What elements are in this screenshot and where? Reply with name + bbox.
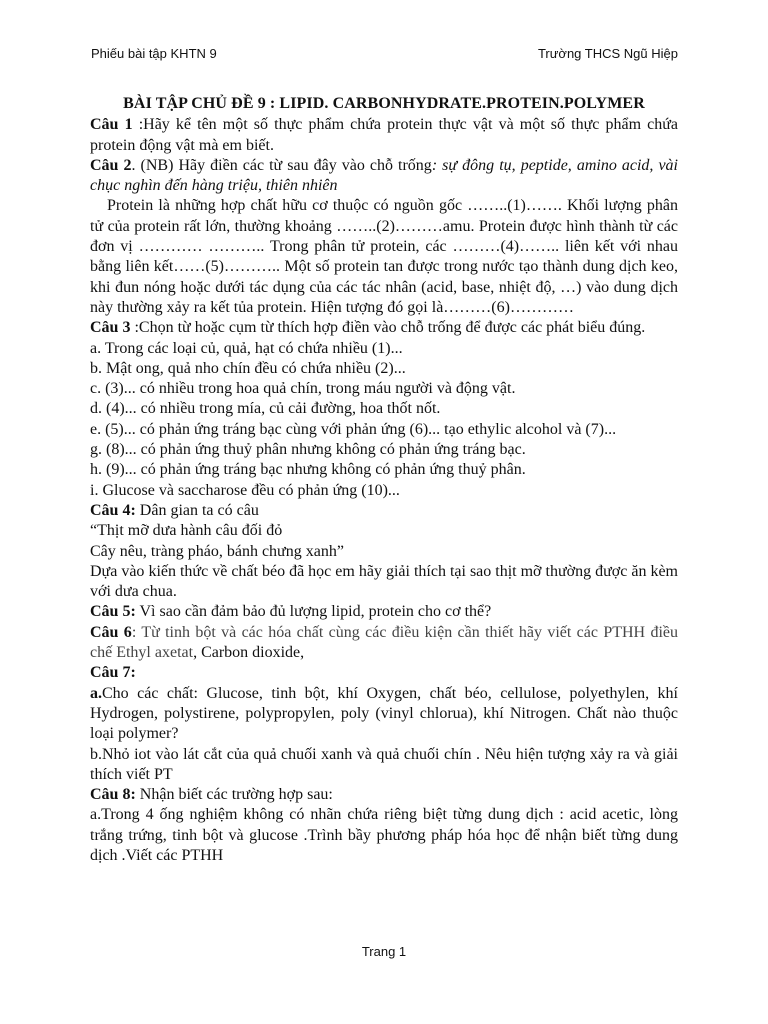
question-7-label: Câu 7: (90, 664, 136, 682)
question-8-a: a.Trong 4 ống nghiệm không có nhãn chứa riêng biệt từng dung dịch : acid acetic, lòng trắng trứng, tinh bột và glucose .Trình bầy phương pháp hóa học để nhận biết từng dung dịch .Viết các PTHH (90, 806, 678, 864)
question-7-a-text: Cho các chất: Glucose, tinh bột, khí Oxygen, chất béo, cellulose, polyethylen, khí Hydrogen, polystirene, polypropylen, poly (vinyl chlorua), khí Nitrogen. Chất nào thuộc loại polymer? (90, 684, 678, 743)
page-footer: Trang 1 (361, 944, 407, 959)
question-3-text: :Chọn từ hoặc cụm từ thích hợp điền vào chỗ trống để được các phát biểu đúng. (130, 319, 646, 337)
question-1-label: Câu 1 (90, 116, 133, 134)
question-2-text: . (NB) Hãy điền các từ sau đây vào chỗ trống (131, 156, 432, 174)
question-4-verse-2: Cây nêu, tràng pháo, bánh chưng xanh” (90, 542, 344, 560)
question-3-item-i: i. Glucose và saccharose đều có phản ứng (10)... (90, 481, 400, 499)
question-7 (90, 663, 678, 683)
question-4-ask: Dựa vào kiến thức về chất béo đã học em hãy giải thích tại sao thịt mỡ thường được ăn kèm với dưa chua. (90, 562, 678, 601)
header-right: Trường THCS Ngũ Hiệp (537, 46, 678, 61)
question-2-paragraph: Protein là những hợp chất hữu cơ thuộc có nguồn gốc ……..(1)……. Khối lượng phân tử của protein rất lớn, thường khoảng ……..(2)………amu. Protein được hình thành từ các đơn vị ………… ……….. Trong phân tử protein, các ………(4)…….. liên kết với nhau bằng liên kết……(5)……….. Một số protein tan được trong nước tạo thành dung dịch keo, khi đun nóng hoặc dưới tác dụng của các tác nhân (acid, base, nhiệt độ, …) vào dung dịch này thường xảy ra kết tủa protein. Hiện tượng đó gọi là………(6)………… (90, 197, 678, 316)
question-6-text: : Từ tinh bột và các hóa chất cùng các điều kiện cần thiết hãy viết các PTHH điều chế Ethyl axetat (90, 623, 679, 662)
question-7-a-label: a. (90, 684, 102, 702)
question-2-words: : sự đông tụ, peptide, amino acid, vài chục nghìn đến hàng triệu, thiên nhiên (90, 156, 678, 195)
question-7-a (90, 684, 678, 745)
question-4 (90, 501, 678, 521)
question-3-item-h: h. (9)... có phản ứng tráng bạc nhưng không có phản ứng thuỷ phân. (90, 461, 526, 479)
question-5 (90, 602, 678, 622)
page-title: BÀI TẬP CHỦ ĐỀ 9 : LIPID. CARBONHYDRATE.PROTEIN.POLYMER (123, 95, 645, 112)
question-6 (90, 623, 678, 664)
page-header (91, 46, 678, 61)
question-3-item-e: e. (5)... có phản ứng tráng bạc cùng với phản ứng (6)... tạo ethylic alcohol và (7)... (90, 420, 617, 438)
question-3-item-c: c. (3)... có nhiều trong hoa quả chín, trong máu người và động vật. (90, 380, 516, 398)
question-2 (90, 156, 678, 197)
question-6-tail: , Carbon dioxide, (193, 644, 305, 662)
question-3-item-a: a. Trong các loại củ, quả, hạt có chứa nhiều (1)... (90, 339, 403, 357)
question-4-verse-1: “Thịt mỡ dưa hành câu đối đỏ (90, 522, 283, 540)
question-8-text: Nhận biết các trường hợp sau: (135, 786, 333, 804)
question-6-label: Câu 6 (90, 623, 132, 641)
question-5-text: Vì sao cần đảm bảo đủ lượng lipid, protein cho cơ thể? (135, 603, 492, 621)
question-5-label: Câu 5: (90, 603, 136, 621)
header-left: Phiếu bài tập KHTN 9 (91, 46, 217, 61)
question-1 (90, 115, 678, 156)
question-7-b: b.Nhỏ iot vào lát cắt của quả chuối xanh và quả chuối chín . Nêu hiện tượng xảy ra và giải thích viết PT (90, 745, 678, 783)
question-3 (90, 318, 678, 338)
question-8 (90, 785, 678, 805)
question-3-label: Câu 3 (90, 319, 131, 337)
question-2-label: Câu 2 (90, 156, 132, 174)
question-1-text: :Hãy kể tên một số thực phẩm chứa protein thực vật và một số thực phẩm chứa protein động vật mà em biết. (90, 116, 679, 154)
question-3-item-b: b. Mật ong, quả nho chín đều có chứa nhiều (2)... (90, 359, 406, 377)
question-3-item-g: g. (8)... có phản ứng thuỷ phân nhưng không có phản ứng tráng bạc. (90, 441, 526, 459)
question-4-text: Dân gian ta có câu (135, 501, 259, 519)
question-8-label: Câu 8: (90, 786, 136, 804)
question-4-label: Câu 4: (90, 501, 136, 519)
worksheet-body (90, 94, 678, 866)
question-3-item-d: d. (4)... có nhiều trong mía, củ cải đường, hoa thốt nốt. (90, 400, 441, 418)
